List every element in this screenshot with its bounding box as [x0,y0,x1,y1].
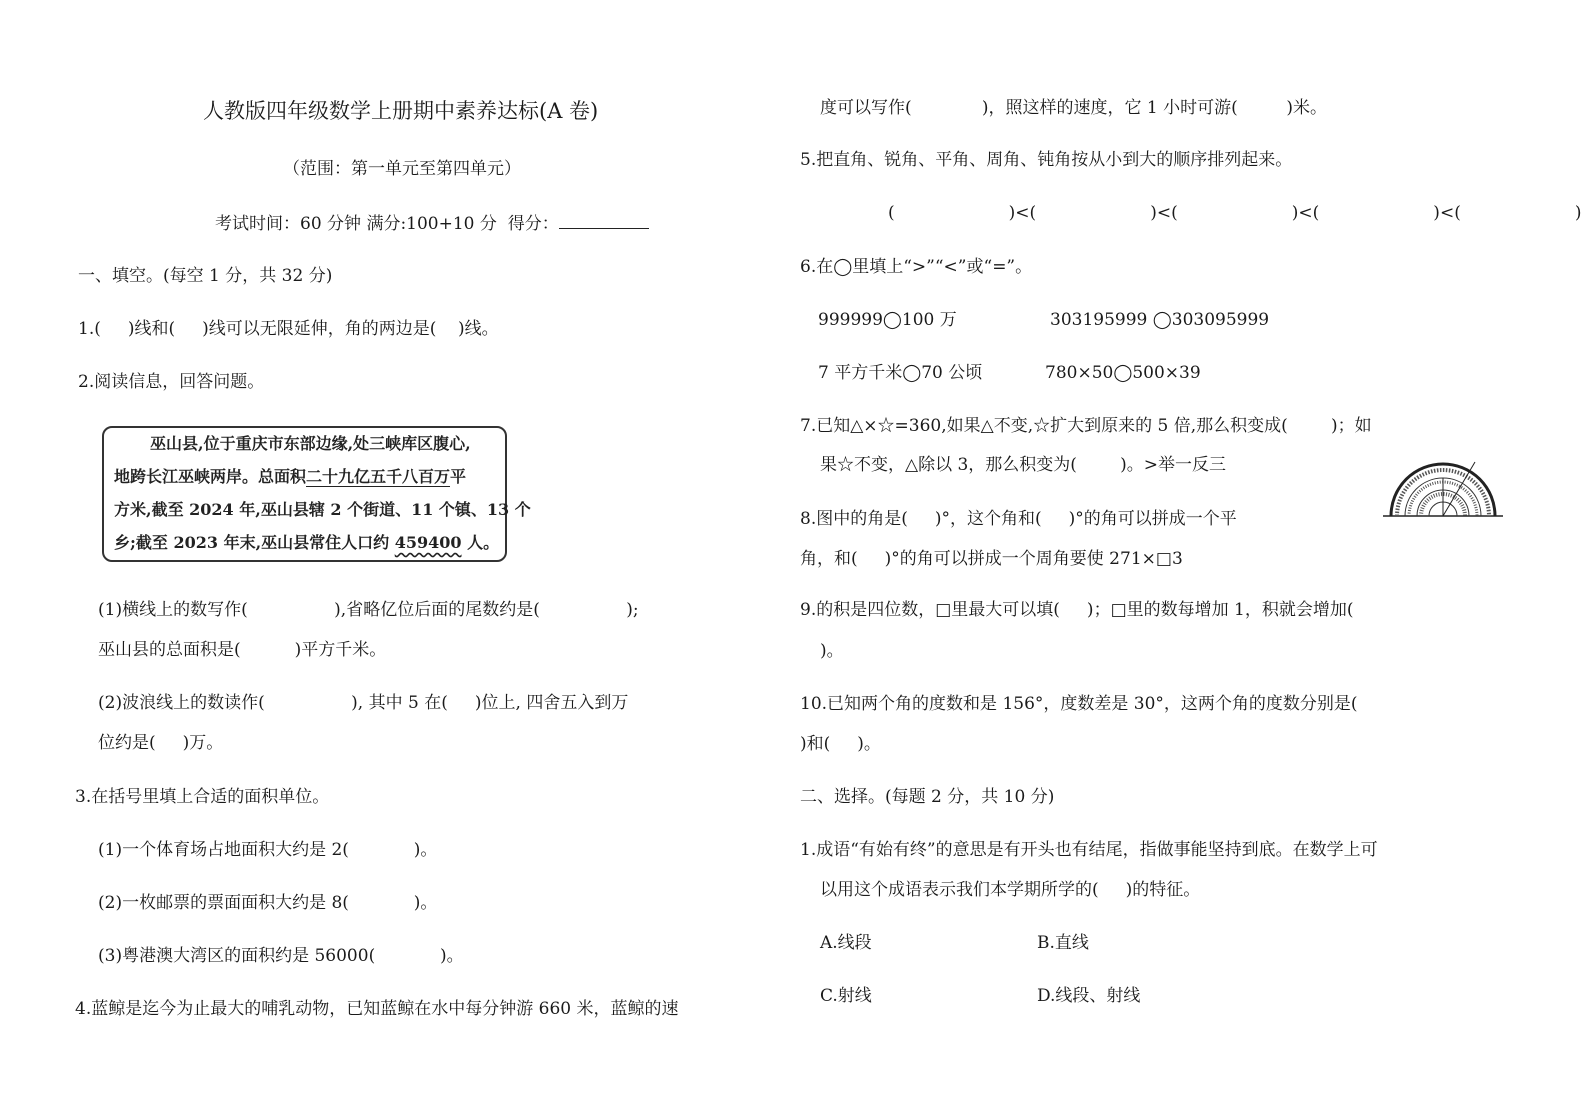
protractor-image [1383,460,1503,520]
info-box [102,426,531,562]
option-d[interactable]: D.线段、射线 [1037,986,1141,1006]
question-8-line2: 角，和( )°的角可以拼成一个周角要使 271×□3 [800,549,1183,569]
section2-heading: 二、选择。(每题 2 分，共 10 分) [800,787,1055,807]
info-line-3: 方米,截至 2024 年,巫山县辖 2 个街道、11 个镇、13 个 [114,500,531,519]
question-2-sub1-line1: (1)横线上的数写作( ),省略亿位后面的尾数约是( ); [98,600,639,620]
info-line-1: 巫山县,位于重庆市东部边缘,处三峡库区腹心, [150,434,471,453]
info-line-4-post: 人。 [461,533,500,552]
wavy-number: 459400 [394,533,462,552]
question-3-item-1: (1)一个体育场占地面积大约是 2( )。 [98,840,438,860]
info-line-4-pre: 乡;截至 2023 年末,巫山县常住人口约 [114,533,395,552]
choice-question-1-line2: 以用这个成语表示我们本学期所学的( )的特征。 [820,880,1201,900]
info-line-2 [114,467,466,487]
question-8-line1: 8.图中的角是( )°，这个角和( )°的角可以拼成一个平 [800,509,1237,529]
question-3-prompt: 3.在括号里填上合适的面积单位。 [75,787,330,807]
underlined-number: 二十九亿五千八百万 [306,467,451,486]
compare-item-2: 303195999 ◯303095999 [1050,310,1270,330]
info-line-2-pre: 地跨长江巫峡两岸。总面积 [114,467,307,486]
question-2-sub2-line1: (2)波浪线上的数读作( ), 其中 5 在( )位上, 四舍五入到万 [98,693,629,713]
question-2-sub1-line2: 巫山县的总面积是( )平方千米。 [98,640,387,660]
exam-info-text: 考试时间：60 分钟 满分:100+10 分 得分： [215,214,559,234]
question-3-item-2: (2)一枚邮票的票面面积大约是 8( )。 [98,893,438,913]
compare-item-3: 7 平方千米◯70 公顷 [818,363,983,383]
section1-heading: 一、填空。(每空 1 分，共 32 分) [78,266,333,286]
question-5-order: ( )<( )<( )<( )<( ) [888,203,1582,223]
question-2-sub2-line2: 位约是( )万。 [98,733,224,753]
page-title: 人教版四年级数学上册期中素养达标(A 卷) [203,99,599,123]
question-6-prompt: 6.在◯里填上“>”“<”或“=”。 [800,257,1033,277]
question-9-line1: 9.的积是四位数，□里最大可以填( )；□里的数每增加 1，积就会增加( [800,600,1354,620]
option-c[interactable]: C.射线 [820,986,872,1006]
info-line-2-post: 平 [450,467,467,486]
question-9-line2: )。 [820,641,844,661]
choice-question-1-line1: 1.成语“有始有终”的意思是有开头也有结尾，指做事能坚持到底。在数学上可 [800,840,1378,860]
question-1: 1.( )线和( )线可以无限延伸，角的两边是( )线。 [78,319,499,339]
info-line-4 [114,533,499,553]
question-2-prompt: 2.阅读信息，回答问题。 [78,372,265,392]
question-10-line1: 10.已知两个角的度数和是 156°，度数差是 30°，这两个角的度数分别是( [800,694,1358,714]
question-10-line2: )和( )。 [800,734,881,754]
question-3-item-3: (3)粤港澳大湾区的面积约是 56000( )。 [98,946,464,966]
score-blank[interactable] [559,214,649,229]
exam-info [215,213,649,235]
question-4-line1: 4.蓝鲸是迄今为止最大的哺乳动物，已知蓝鲸在水中每分钟游 660 米，蓝鲸的速 [75,999,679,1019]
question-4-line2: 度可以写作( )，照这样的速度，它 1 小时可游( )米。 [820,98,1328,118]
option-b[interactable]: B.直线 [1037,933,1089,953]
compare-item-1: 999999◯100 万 [818,310,957,330]
question-5-prompt: 5.把直角、锐角、平角、周角、钝角按从小到大的顺序排列起来。 [800,150,1293,170]
exam-scope: （范围：第一单元至第四单元） [283,159,521,179]
question-7-line2: 果☆不变，△除以 3，那么积变为( )。>举一反三 [820,455,1227,475]
option-a[interactable]: A.线段 [820,933,872,953]
compare-item-4: 780×50◯500×39 [1045,363,1201,383]
question-7-line1: 7.已知△×☆=360,如果△不变,☆扩大到原来的 5 倍,那么积变成( )；如 [800,416,1372,436]
